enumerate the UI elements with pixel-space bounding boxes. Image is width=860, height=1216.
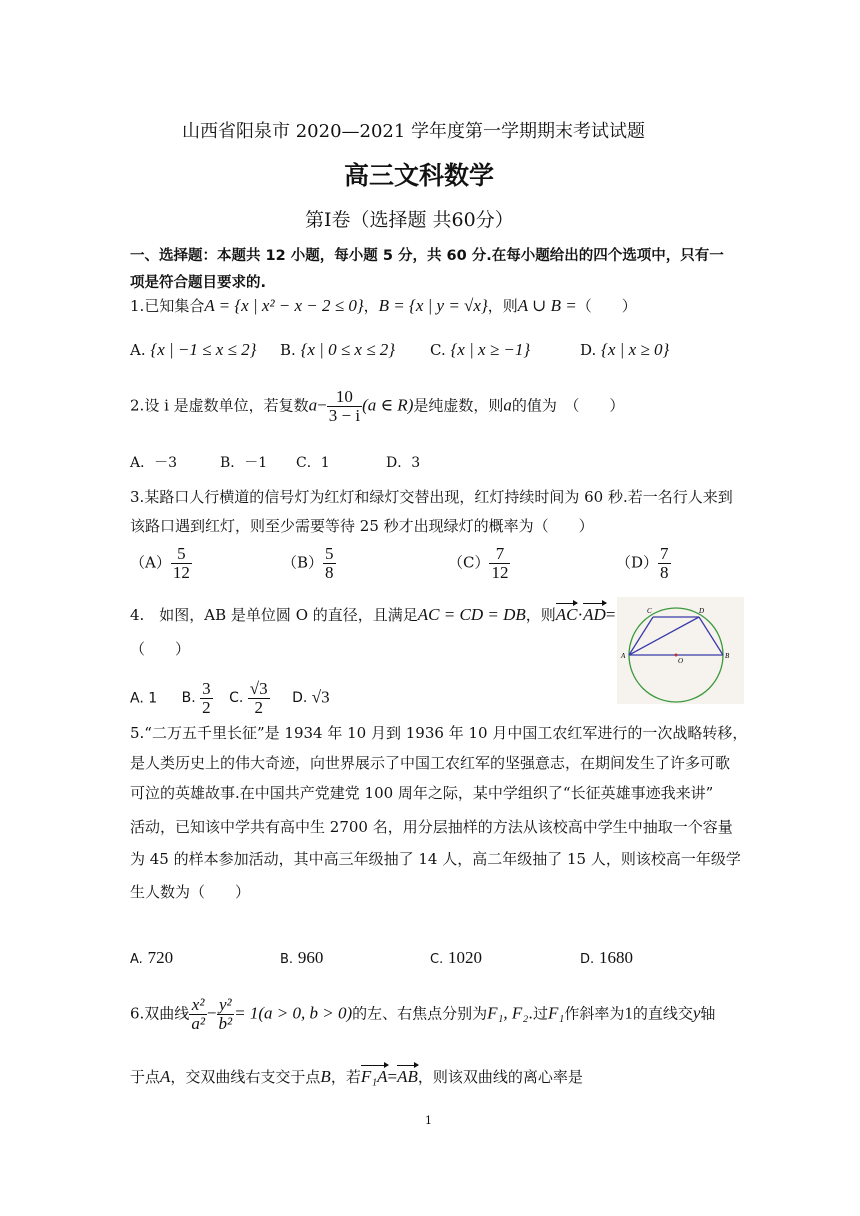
q3-option-c [448,545,510,582]
option-value: {x | −1 ≤ x ≤ 2} [150,340,257,359]
point-a: A [160,1067,171,1086]
fraction-denominator: 8 [325,562,334,582]
option-label: （B） [282,553,324,572]
question-text: 设 i 是虚数单位，若复数 [144,396,309,415]
fraction-numerator: x² [189,996,207,1015]
fraction-denominator: 8 [660,562,669,582]
fraction-denominator: 2 [254,697,263,717]
question-5-line1: 5.“二万五千里长征”是 1934 年 10 月到 1936 年 10 月中国工农红军进行的一次战略转移， [130,724,748,742]
option-label: B. [280,952,294,967]
vector-ad: AD [583,605,606,624]
q2-option-b: B．－1 [220,455,268,471]
option-fraction [323,545,336,582]
equals-sign: = [605,605,616,624]
exam-title: 山西省阳泉市 2020—2021 学年度第一学期期末考试试题 [182,121,646,142]
option-label: C. [229,690,244,707]
option-value: 1020 [448,948,482,967]
q2-option-a: A．－3 [130,455,178,471]
question-number: 1. [130,297,145,315]
label-d: D [699,607,705,615]
fraction-denominator: a² [191,1013,205,1033]
option-fraction [171,545,192,582]
fraction-numerator: √3 [249,679,268,698]
vector-f1a: F₁A [360,1067,388,1086]
question-5-line2: 是人类历史上的伟大奇迹，向世界展示了中国工农红军的坚强意志，在期间发生了许多可歌 [130,754,731,772]
option-label: D. [580,341,597,359]
q5-option-b [280,948,323,968]
option-label: A. [130,690,144,707]
question-text: 6.双曲线 [130,1004,190,1023]
question-text: .过 [528,1004,549,1023]
question-text: ，则 [487,297,518,315]
option-value: 960 [297,948,324,967]
q3-option-a [130,545,192,582]
section-instructions-line2: 项是符合题目要求的. [130,275,267,291]
question-4 [130,604,615,625]
q2-option-c: C．1 [296,455,330,471]
option-label: A. [130,341,146,359]
subject-title: 高三文科数学 [344,161,495,190]
option-value: √3 [311,687,330,707]
q4-options [130,680,330,717]
q5-option-a [130,948,173,968]
question-text: 4. 如图，AB 是单位圆 O 的直径，且满足 [130,606,418,624]
fraction-denominator: 3 − i [328,405,361,425]
question-text: ，则 [525,606,556,624]
fraction-numerator: 7 [660,544,669,563]
fraction-numerator: 10 [327,388,362,407]
q3-option-b [282,545,336,582]
hyperbola-equation: = 1(a > 0, b > 0) [234,1003,353,1023]
circle-diagram [617,597,744,704]
label-o: O [678,657,684,665]
question-5-line5: 为 45 的样本参加活动，其中高三年级抽了 14 人，高二年级抽了 15 人，则该校高一年级学 [130,850,741,868]
slope-value: 1 [624,1003,633,1023]
option-fraction [200,680,213,717]
question-text: ，若 [330,1068,361,1086]
q1-option-d [580,340,669,360]
equals-sign: = [387,1067,398,1086]
fraction-numerator: 7 [489,545,510,564]
variable-a: a [503,395,512,415]
q3-option-d [616,545,671,582]
option-value: 1 [148,690,158,707]
label-b: B [725,652,730,660]
fraction-numerator: 3 [202,679,211,698]
fraction-denominator: 12 [491,562,509,582]
question-5-line4: 活动，已知该中学共有高中生 2700 名，用分层抽样的方法从该校高中学生中抽取一个容量 [130,818,733,836]
fraction-numerator: 5 [171,545,192,564]
minus-sign: − [206,1003,217,1023]
x-fraction [189,996,207,1033]
segment-ad [629,617,699,655]
option-fraction [489,545,510,582]
condition: AC = CD = DB [417,605,526,624]
option-label: （A） [130,553,171,572]
vector-ab: AB [397,1067,418,1086]
question-text: 的值为 （ ） [511,396,625,415]
question-3-line2: 该路口遇到红灯，则至少需要等待 25 秒才出现绿灯的概率为（ ） [130,517,594,535]
q5-option-d [580,948,633,968]
fraction-denominator: b² [218,1013,233,1033]
q2-option-d: D．3 [386,455,421,471]
q1-option-a [130,340,256,360]
question-text: 已知集合 [144,297,205,315]
option-label: B. [181,690,196,707]
question-text: ，则该双曲线的离心率是 [417,1068,583,1086]
fraction-numerator: y² [217,996,235,1015]
y-fraction [217,996,235,1033]
question-text: ，交双曲线右支交于点 [170,1068,321,1086]
foci: F₁, F₂ [487,1003,529,1023]
set-b-expression: B = {x | y = √x} [378,296,488,315]
label-a: A [621,652,626,660]
vector-ac: AC [555,605,578,624]
option-label: A. [130,952,143,967]
option-value: {x | x ≥ 0} [601,340,670,359]
question-text: 作斜率为 [564,1004,625,1023]
option-label: D. [580,952,595,967]
option-label: C. [430,952,444,967]
question-text: 的左、右焦点分别为 [352,1004,488,1023]
q5-option-c [430,948,482,968]
fraction-numerator: 5 [325,544,334,563]
option-fraction [658,545,671,582]
page-number: 1 [425,1114,432,1127]
option-label: （D） [616,553,659,572]
question-5-line3: 可泣的英雄故事.在中国共产党建党 100 周年之际，某中学组织了“长征英雄事迹我来讲” [130,784,714,802]
question-2 [130,388,624,425]
question-text: 于点 [130,1068,161,1086]
option-value: {x | 0 ≤ x ≤ 2} [300,340,396,359]
option-label: C. [430,341,446,359]
point-b: B [320,1067,331,1086]
question-6-line1 [130,996,715,1033]
focus-f1: F₁ [548,1003,565,1023]
option-label: B. [280,341,296,359]
separator: ， [363,297,379,315]
question-text: 的直线交 [632,1004,693,1023]
complex-fraction [327,388,362,425]
y-axis-var: y [692,1003,701,1023]
answer-paren: （ ） [576,297,637,315]
option-label: （C） [448,553,490,572]
volume-title: 第Ⅰ卷（选择题 共60分） [305,209,514,231]
fraction-denominator: 12 [172,562,190,582]
fraction-denominator: 2 [202,697,211,717]
question-6-line2 [130,1066,583,1087]
question-4-paren: （ ） [130,640,191,658]
option-fraction [248,680,270,717]
option-value: 720 [147,948,174,967]
question-text: 是纯虚数，则 [413,396,504,415]
unit-circle-figure [617,597,744,704]
q1-option-c [430,340,530,360]
question-text: 轴 [700,1004,716,1023]
label-c: C [647,607,652,615]
variable-a: a [308,395,318,415]
union-expression: A ∪ B = [517,296,577,315]
q1-option-b [280,340,395,360]
set-a-expression: A = {x | x² − x − 2 ≤ 0} [204,296,364,315]
option-value: 1680 [598,948,633,967]
option-value: {x | x ≥ −1} [450,340,531,359]
dot-operator: · [577,605,584,624]
option-label: D. [292,690,308,707]
question-number: 2. [130,396,145,415]
condition: (a ∈ R) [362,395,414,415]
question-3-line1: 3.某路口人行横道的信号灯为红灯和绿灯交替出现，红灯持续时间为 60 秒.若一名行人来到 [130,488,733,506]
minus-sign: − [317,395,327,415]
section-instructions-line1: 一、选择题：本题共 12 小题，每小题 5 分，共 60 分.在每小题给出的四个选项中，只有一 [130,248,724,264]
question-5-line6: 生人数为（ ） [130,883,251,901]
question-1 [130,295,637,316]
